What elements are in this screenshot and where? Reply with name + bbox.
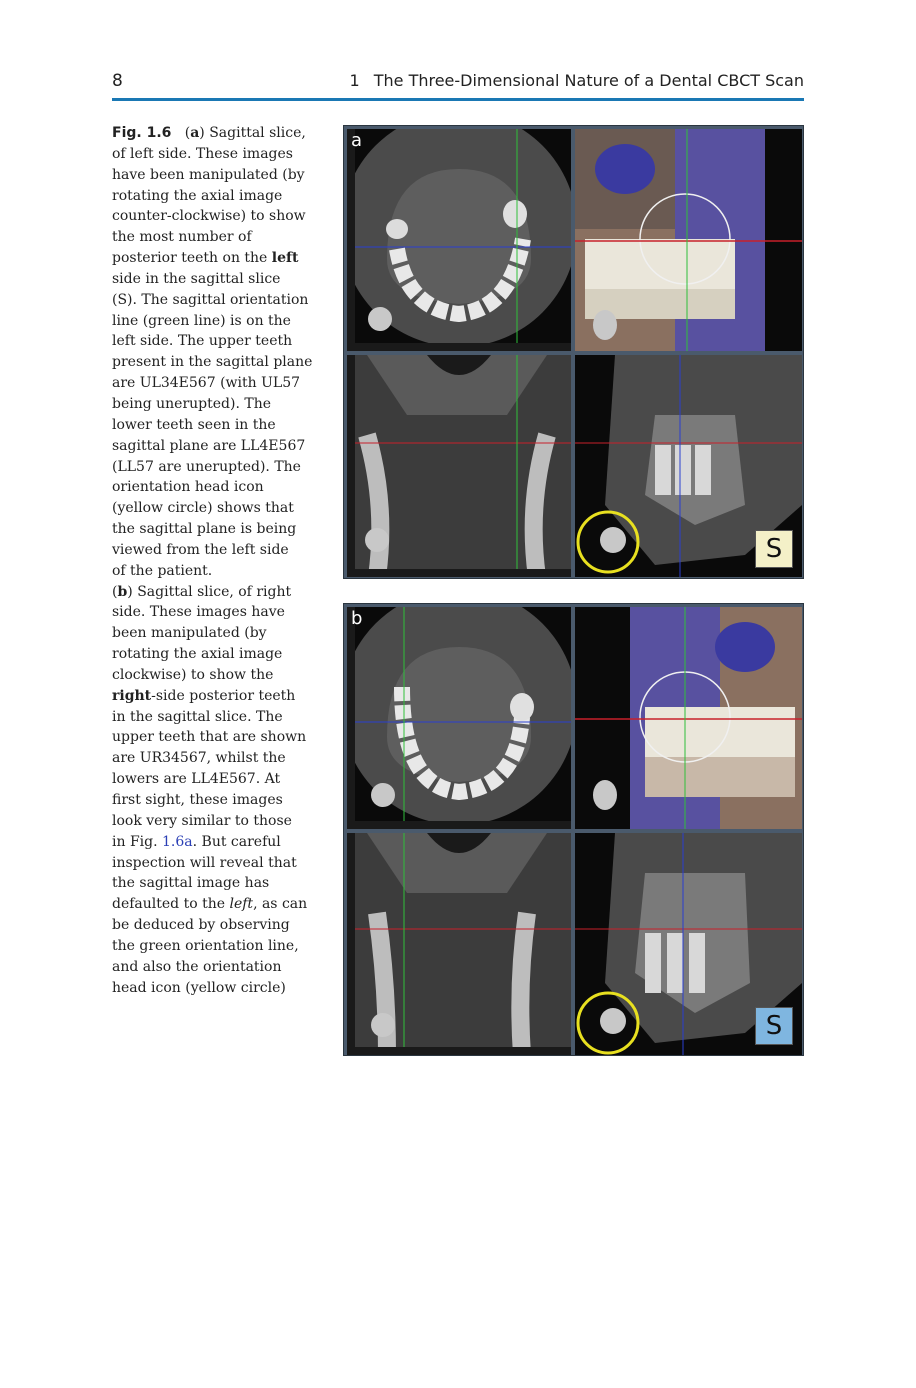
figure-a-cbct-panel	[343, 125, 804, 579]
figure-b-label: b	[351, 608, 363, 629]
sagittal-s-badge: S	[755, 530, 793, 568]
chapter-title	[350, 71, 804, 90]
figure-reference-link[interactable]: 1.6a	[162, 833, 193, 850]
running-header	[112, 70, 804, 94]
axial-view	[347, 129, 571, 351]
caption-line: Fig. 1.6 (a) Sagittal slice,	[112, 125, 306, 141]
axial-view	[347, 607, 571, 829]
coronal-view	[347, 833, 571, 1055]
figure-a-label: a	[351, 130, 363, 151]
page-number: 8	[112, 71, 123, 91]
figure-caption: Fig. 1.6 (a) Sagittal slice, of left side. These images have been manipulated (by rotating the axial image counter-clockwise) to show the most number of posterior teeth on the left side in the sagittal slice (S). The sagittal orientation line (green line) is on the left side. The upper teeth present in the sagittal plane are UL34E567 (with UL57 being unerupted). The lower teeth seen in the sagittal plane are LL4E567 (LL57 are unerupted). The orientation head icon (yellow circle) shows that the sagittal plane is being viewed from the left side of the patient. (b) Sagittal slice, of right side. These images have been manipulated (by rotating the axial image clockwise) to show the right-side posterior teeth in the sagittal slice. The upper teeth that are shown are UR34567, whilst the lowers are LL4E567. At first sight, these images look very similar to those in Fig. 1.6a. But careful inspection will reveal that the sagittal image has defaulted to the left, as can be deduced by observing the green orientation line, and also the orientation head icon (yellow circle)	[112, 125, 313, 996]
3d-render-view	[575, 607, 802, 829]
chapter-title-text: The Three-Dimensional Nature of a Dental CBCT Scan	[373, 71, 804, 90]
sagittal-s-badge: S	[755, 1007, 793, 1045]
chapter-number: 1	[349, 71, 360, 90]
3d-render-view	[575, 129, 802, 351]
axial-scan-image	[347, 129, 571, 351]
figure-label: Fig. 1.6	[112, 125, 172, 141]
header-rule	[112, 98, 804, 101]
figure-b-cbct-panel	[343, 603, 804, 1056]
coronal-view	[347, 355, 571, 577]
